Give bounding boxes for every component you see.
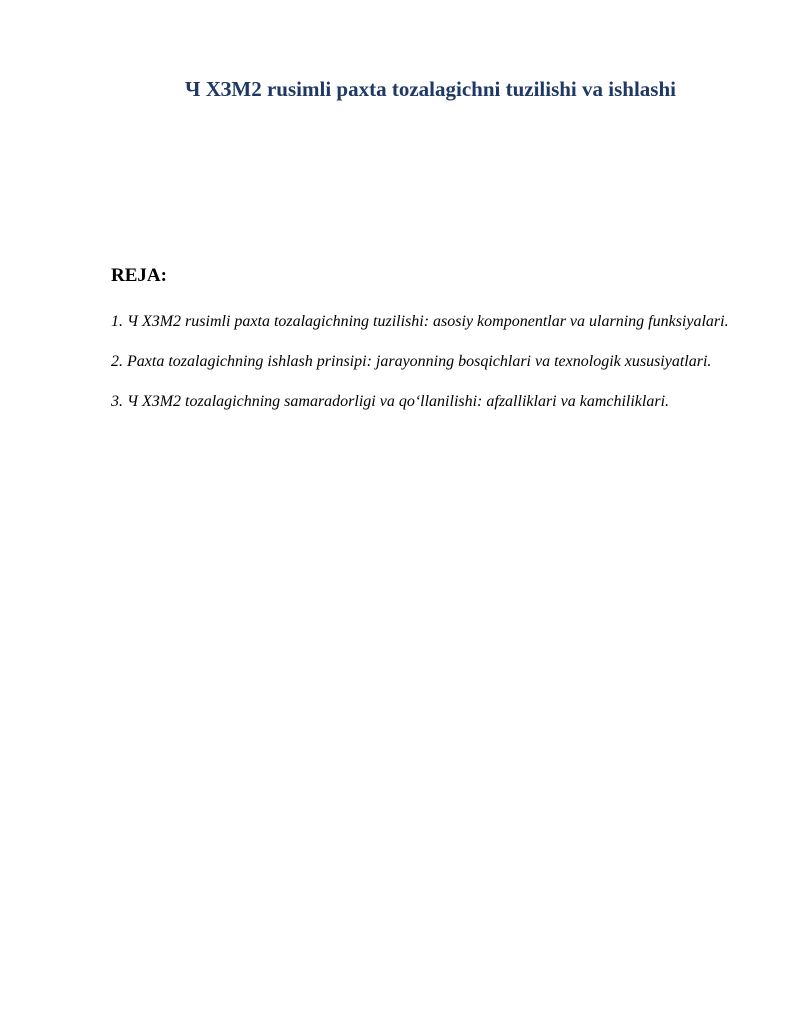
plan-heading: REJA: xyxy=(111,265,167,286)
plan-item-3: 3. Ч ХЗМ2 tozalagichning samaradorligi va qo‘llanilishi: afzalliklari va kamchiliklari. xyxy=(111,393,670,410)
plan-list xyxy=(111,306,731,426)
plan-item-1: 1. Ч ХЗМ2 rusimli paxta tozalagichning tuzilishi: asosiy komponentlar va ularning funksiyalari. xyxy=(111,313,729,330)
document-title: Ч ХЗМ2 rusimli paxta tozalagichni tuzilishi va ishlashi xyxy=(185,77,676,101)
plan-item-2: 2. Paxta tozalagichning ishlash prinsipi: jarayonning bosqichlari va texnologik xususiyatlari. xyxy=(111,353,712,370)
